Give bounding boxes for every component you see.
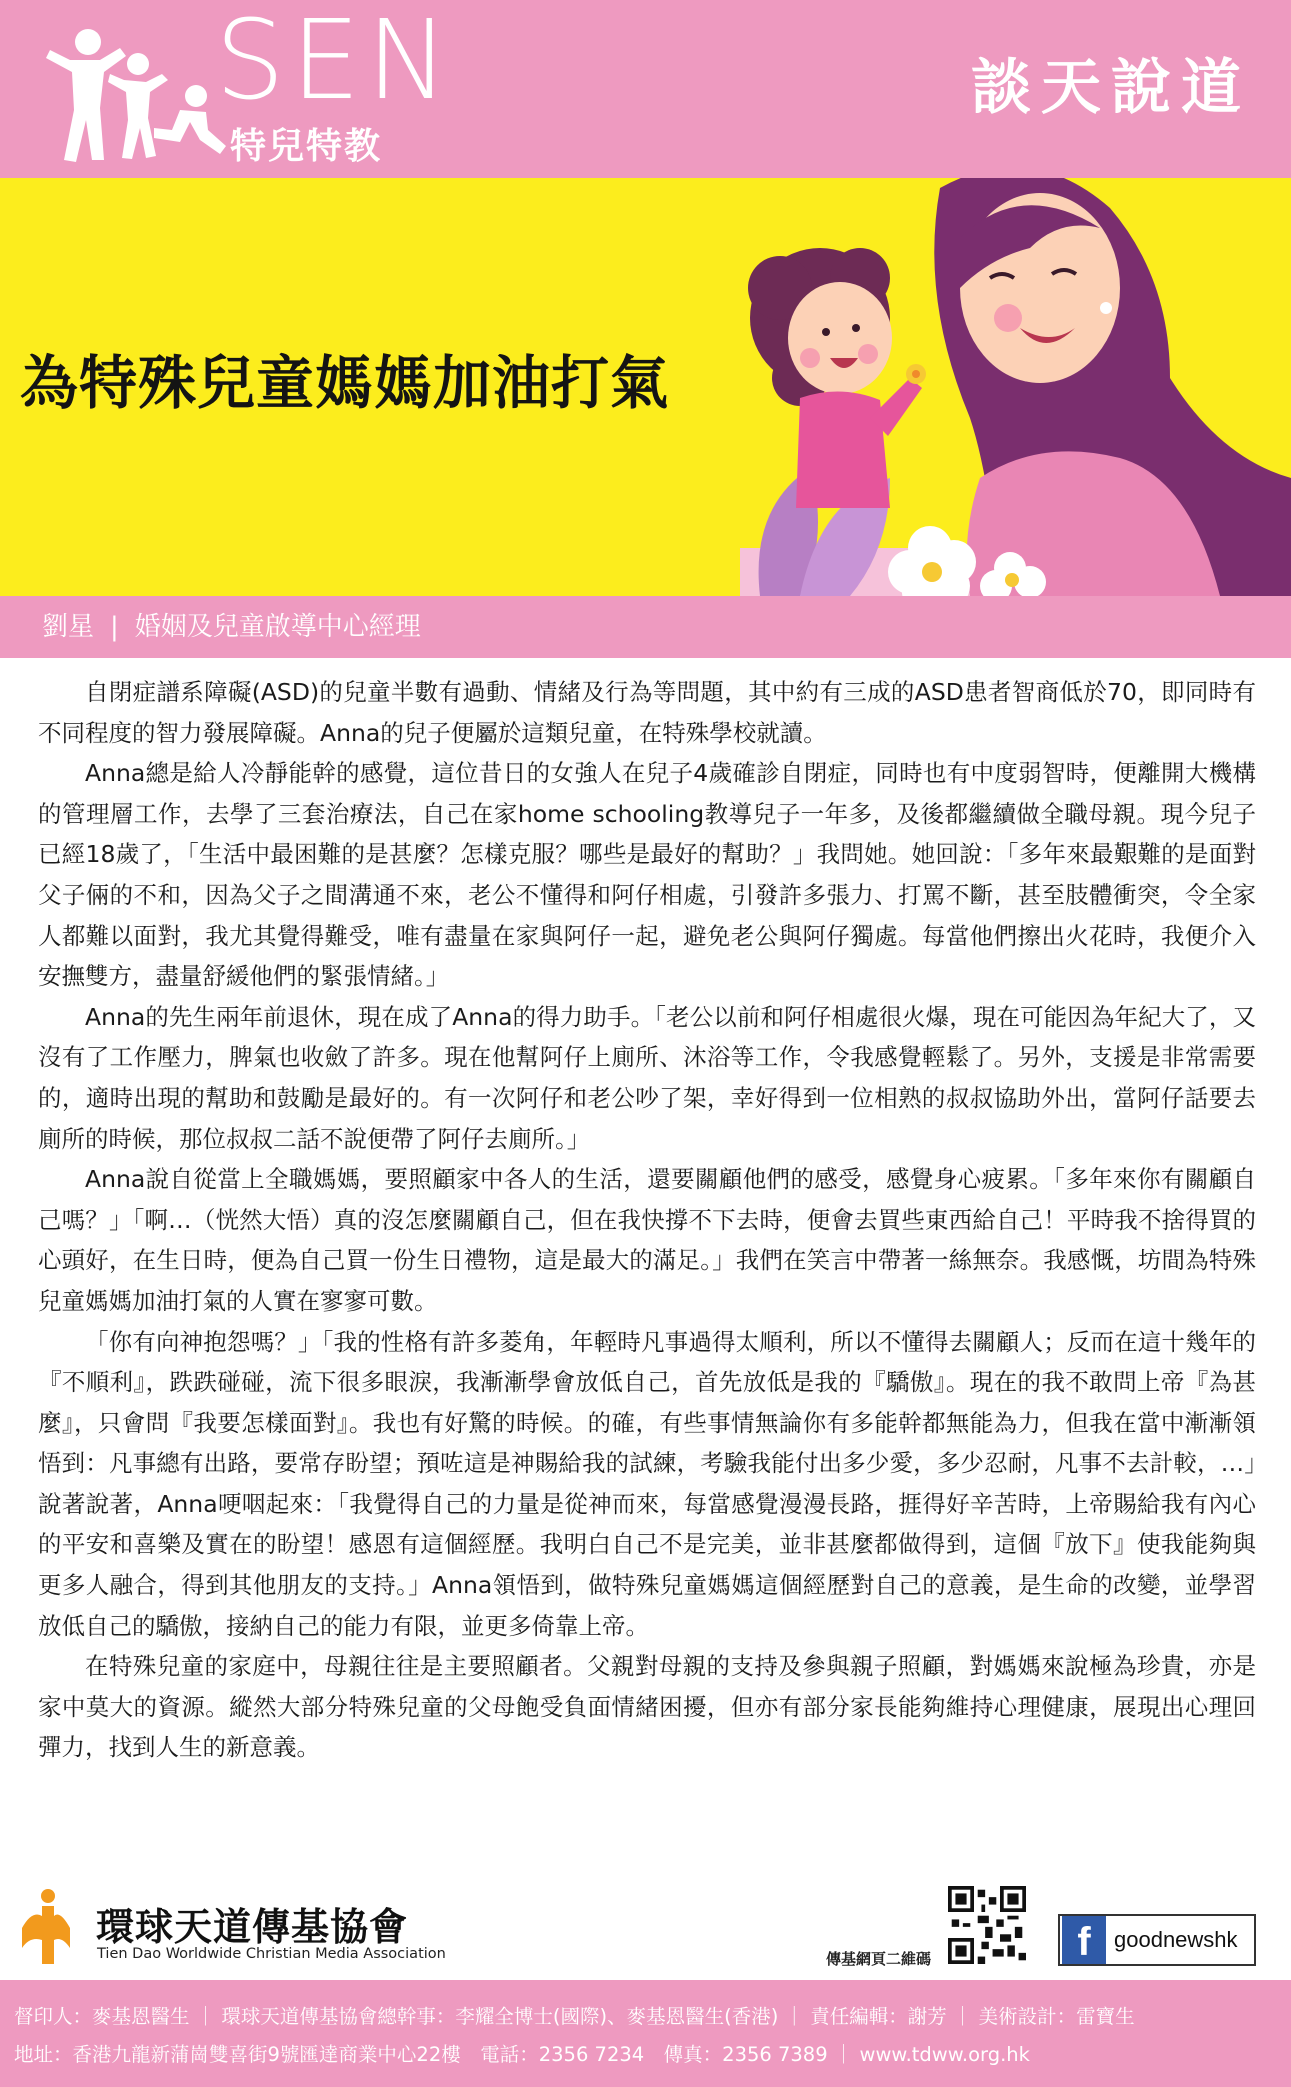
column-name: 談天說道 <box>971 53 1251 123</box>
tien-dao-logo-icon <box>18 1888 74 1964</box>
article-paragraph: Anna說自從當上全職媽媽，要照顧家中各人的生活，還要關顧他們的感受，感覺身心疲累。「多年來你有關顧自己嗎？」「啊…（恍然大悟）真的沒怎麼關顧自己，但在我快撐不下去時，便會去買些東西給自己！平時我不捨得買的心頭好，在生日時，便為自己買一份生日禮物，這是最大的滿足。」我們在笑言中帶著一絲無奈。我感慨，坊間為特殊兒童媽媽加油打氣的人實在寥寥可數。 <box>38 1165 1256 1315</box>
footer-credits: 督印人：麥基恩醫生 ｜ 環球天道傳基協會總幹事：李耀全博士(國際)、麥基恩醫生(香港) ｜ 責任編輯：謝芳 ｜ 美術設計：雷寶生 <box>14 2005 1135 2028</box>
hero-banner <box>0 178 1291 596</box>
mother-child-illustration-icon <box>740 178 1291 596</box>
article-paragraph: Anna總是給人冷靜能幹的感覺，這位昔日的女強人在兒子4歲確診自閉症，同時也有中度弱智時，便離開大機構的管理層工作，去學了三套治療法，自己在家home schooling教導兒子一年多，及後都繼續做全職母親。現今兒子已經18歲了，「生活中最困難的是甚麼？怎樣克服？哪些是最好的幫助？」我問她。她回說：「多年來最艱難的是面對父子倆的不和，因為父子之間溝通不來，老公不懂得和阿仔相處，引發許多張力、打罵不斷，甚至肢體衝突，令全家人都難以面對，我尤其覺得難受，唯有盡量在家與阿仔一起，避免老公與阿仔獨處。每當他們擦出火花時，我便介入安撫雙方，盡量舒緩他們的緊張情緒。」 <box>38 759 1256 991</box>
article-paragraph: 「你有向神抱怨嗎？」「我的性格有許多菱角，年輕時凡事過得太順利，所以不懂得去關顧人；反而在這十幾年的『不順利』，跌跌碰碰，流下很多眼淚，我漸漸學會放低自己，首先放低是我的『驕傲』。現在的我不敢問上帝『為甚麼』，只會問『我要怎樣面對』。我也有好驚的時候。的確，有些事情無論你有多能幹都無能為力，但我在當中漸漸領悟到：凡事總有出路，要常存盼望；預咗這是神賜給我的試練，考驗我能付出多少愛，多少忍耐，凡事不去計較，…」說著說著，Anna哽咽起來：「我覺得自己的力量是從神而來，每當感覺漫漫長路，捱得好辛苦時，上帝賜給我有內心的平安和喜樂及實在的盼望！感恩有這個經歷。我明白自己不是完美，並非甚麼都做得到，這個『放下』使我能夠與更多人融合，得到其他朋友的支持。」Anna領悟到，做特殊兒童媽媽這個經歷對自己的意義，是生命的改變，並學習放低自己的驕傲，接納自己的能力有限，並更多倚靠上帝。 <box>38 1327 1256 1640</box>
facebook-icon: f <box>1062 1916 1106 1964</box>
facebook-link[interactable] <box>1058 1914 1256 1966</box>
header-band <box>0 0 1291 178</box>
qr-code-icon[interactable] <box>948 1886 1026 1964</box>
article-paragraph: 在特殊兒童的家庭中，母親往往是主要照顧者。父親對母親的支持及參與親子照顧，對媽媽來說極為珍貴，亦是家中莫大的資源。縱然大部分特殊兒童的父母飽受負面情緒困擾，但亦有部分家長能夠維持心理健康，展現出心理回彈力，找到人生的新意義。 <box>38 1652 1256 1762</box>
children-silhouette-icon <box>30 10 230 170</box>
sen-logo-text: SEN <box>215 0 455 124</box>
article-paragraph: 自閉症譜系障礙(ASD)的兒童半數有過動、情緒及行為等問題，其中約有三成的ASD患者智商低於70，即同時有不同程度的智力發展障礙。Anna的兒子便屬於這類兒童，在特殊學校就讀。 <box>38 678 1256 747</box>
author-name: 劉星 <box>42 612 95 642</box>
footer-contact: 地址：香港九龍新蒲崗雙喜街9號匯達商業中心22樓 電話：2356 7234 傳真：2356 7389 ｜ www.tdww.org.hk <box>14 2043 1030 2066</box>
article-paragraph: Anna的先生兩年前退休，現在成了Anna的得力助手。「老公以前和阿仔相處很火爆，現在可能因為年紀大了，又沒有了工作壓力，脾氣也收斂了許多。現在他幫阿仔上廁所、沐浴等工作，令我感覺輕鬆了。另外，支援是非常需要的，適時出現的幫助和鼓勵是最好的。有一次阿仔和老公吵了架，幸好得到一位相熟的叔叔協助外出，當阿仔話要去廁所的時候，那位叔叔二話不說便帶了阿仔去廁所。」 <box>38 1002 1256 1153</box>
footer-band <box>0 1980 1291 2087</box>
author-role: 婚姻及兒童啟導中心經理 <box>134 612 421 642</box>
organization-name: 環球天道傳基協會 <box>96 1905 409 1949</box>
facebook-handle: goodnewshk <box>1114 1927 1238 1952</box>
article-body <box>38 672 1256 1768</box>
organization-name-english: Tien Dao Worldwide Christian Media Association <box>97 1946 446 1962</box>
article-title: 為特殊兒童媽媽加油打氣 <box>20 349 670 417</box>
qr-code-label: 傳基網頁二維碼 <box>826 1950 932 1968</box>
byline-separator: | <box>110 612 119 642</box>
byline <box>0 596 1291 658</box>
sen-logo-subtitle: 特兒特教 <box>230 125 383 167</box>
